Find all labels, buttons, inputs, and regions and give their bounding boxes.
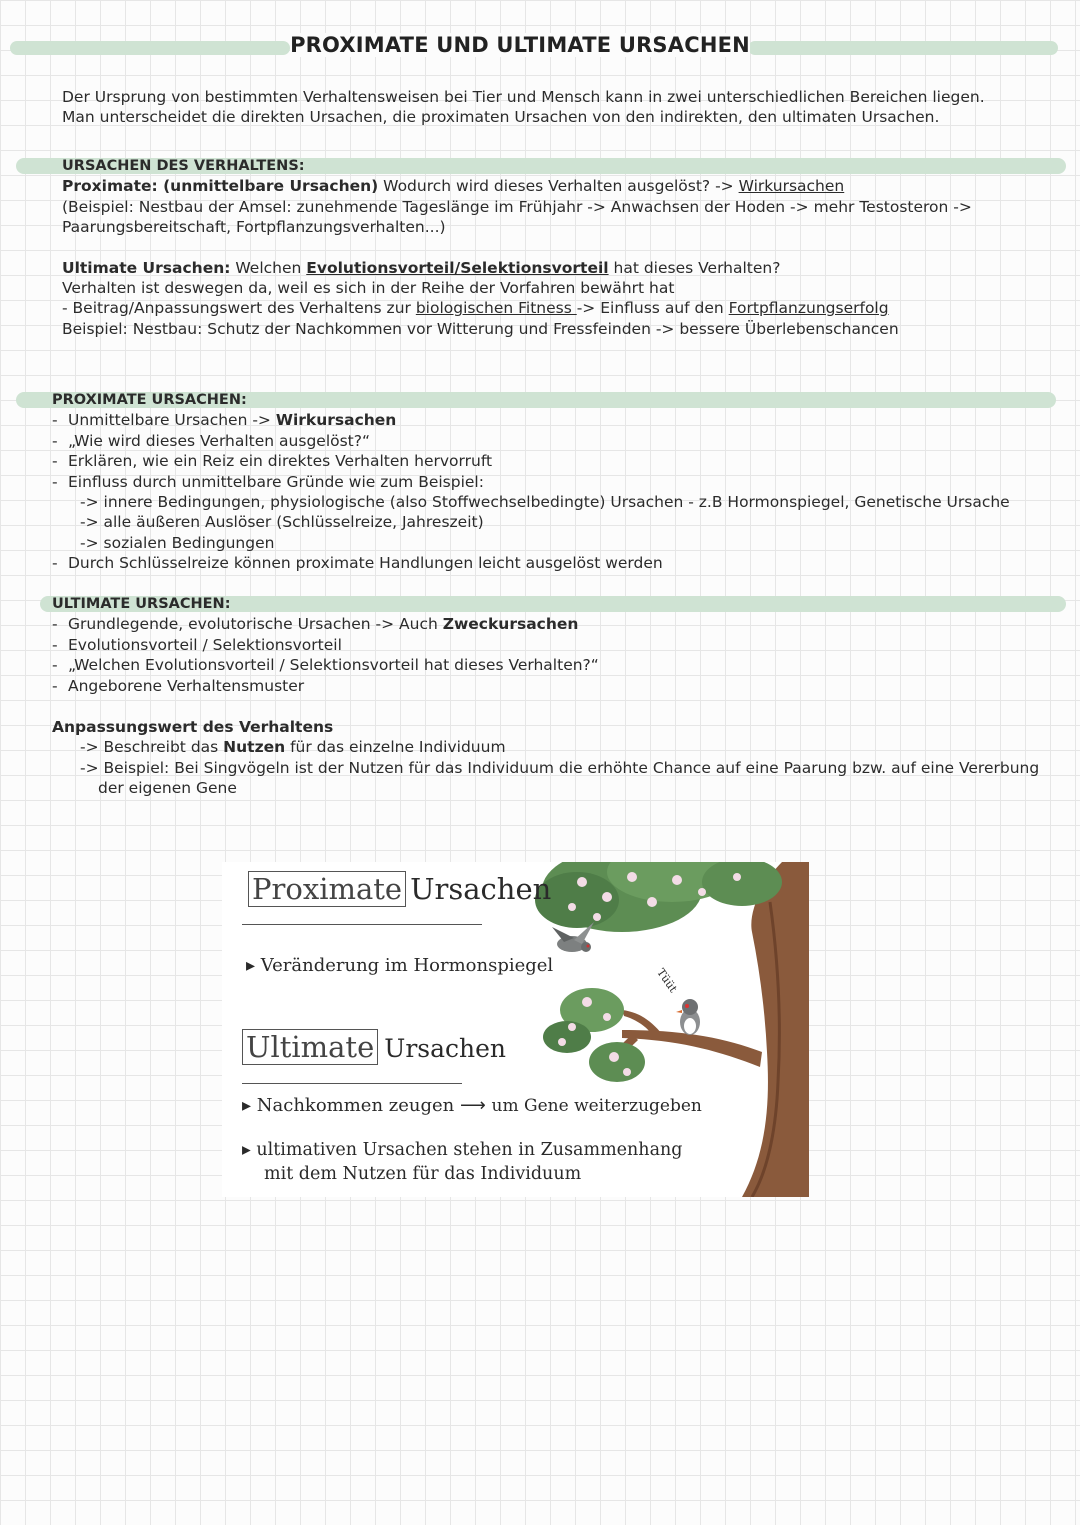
section-heading: ULTIMATE URSACHEN: — [52, 596, 231, 612]
section-heading: PROXIMATE URSACHEN: — [52, 392, 247, 408]
list-item: - Angeborene Verhaltensmuster — [52, 676, 305, 695]
section-ultimate-ursachen — [52, 594, 599, 696]
list-item: - „Wie wird dieses Verhalten ausgelöst?“ — [52, 431, 371, 450]
list-item: - Evolutionsvorteil / Selektionsvorteil — [52, 635, 342, 654]
list-item: - „Welchen Evolutionsvorteil / Selektionsvorteil hat dieses Verhalten?“ — [52, 656, 599, 675]
list-item: - Einfluss durch unmittelbare Gründe wie zum Beispiel: — [52, 472, 484, 491]
intro-text — [62, 87, 985, 128]
intro-line-1: Der Ursprung von bestimmten Verhaltensweisen bei Tier und Mensch kann in zwei unterschiedlichen Bereichen liegen. — [62, 88, 985, 106]
intro-line-2: Man unterscheidet die direkten Ursachen, die proximaten Ursachen von den indirekten, den ultimaten Ursachen. — [62, 108, 940, 127]
title-highlight-left — [10, 41, 290, 55]
proximate-underline — [242, 924, 482, 925]
bird-sound-text: Tüüt — [654, 966, 680, 995]
list-item: -> Beispiel: Bei Singvögeln ist der Nutzen für das Individuum die erhöhte Chance auf eine Paarung bzw. auf eine Vererbung — [80, 758, 1040, 777]
proximate-heading: Proximate Ursachen — [248, 872, 551, 906]
sub-list-item: -> alle äußeren Auslöser (Schlüsselreize, Jahreszeit) — [80, 513, 484, 532]
section-ursachen-des-verhaltens — [62, 156, 972, 339]
proximate-example-2: Paarungsbereitschaft, Fortpflanzungsverhalten...) — [62, 218, 446, 237]
sub-list-item: -> sozialen Bedingungen — [80, 533, 275, 552]
arrow-right-icon: ⟶ — [460, 1095, 486, 1116]
list-item: - Durch Schlüsselreize können proximate Handlungen leicht ausgelöst werden — [52, 554, 663, 573]
list-item: - Erklären, wie ein Reiz ein direktes Verhalten hervorruft — [52, 452, 493, 471]
perched-bird-icon — [676, 999, 700, 1035]
sub-list-item: -> innere Bedingungen, physiologische (also Stoffwechselbedingte) Ursachen - z.B Hormonspiegel, Genetische Ursache — [80, 493, 1010, 512]
proximate-example-1: (Beispiel: Nestbau der Amsel: zunehmende Tageslänge im Frühjahr -> Anwachsen der Hoden -> mehr Testosteron -> — [62, 197, 972, 216]
ultimate-line: Ultimate Ursachen: Welchen Evolutionsvorteil/Selektionsvorteil hat dieses Verhalten? — [62, 258, 781, 277]
ultimate-bullet-2b: mit dem Nutzen für das Individuum — [264, 1164, 582, 1184]
section-heading: URSACHEN DES VERHALTENS: — [62, 158, 305, 174]
ultimate-underline — [242, 1083, 462, 1084]
ultimate-line-4: Beispiel: Nestbau: Schutz der Nachkommen vor Witterung und Fressfeinden -> bessere Überlebenschancen — [62, 319, 899, 338]
ultimate-bullet-1: ▸ Nachkommen zeugen ⟶ um Gene weiterzugeben — [242, 1095, 702, 1116]
ultimate-line-3: - Beitrag/Anpassungswert des Verhaltens zur biologischen Fitness -> Einfluss auf den Fortpflanzungserfolg — [62, 299, 889, 318]
section-anpassungswert — [52, 717, 1039, 799]
title-highlight-right — [748, 41, 1058, 55]
proximate-line: Proximate: (unmittelbare Ursachen) Wodurch wird dieses Verhalten ausgelöst? -> Wirkursachen — [62, 177, 845, 196]
proximate-bullet: ▸ Veränderung im Hormonspiegel — [246, 955, 554, 976]
list-item-continuation: der eigenen Gene — [98, 779, 237, 798]
list-item: -> Beschreibt das Nutzen für das einzelne Individuum — [80, 738, 506, 757]
ultimate-heading: Ultimate Ursachen — [242, 1030, 506, 1064]
page-title: PROXIMATE UND ULTIMATE URSACHEN — [290, 33, 750, 57]
ultimate-line-2: Verhalten ist deswegen da, weil es sich in der Reihe der Vorfahren bewährt hat — [62, 279, 675, 298]
section-proximate-ursachen — [52, 390, 1010, 574]
list-item: - Grundlegende, evolutorische Ursachen -> Auch Zweckursachen — [52, 615, 579, 634]
illustration-tree-birds — [222, 862, 809, 1197]
list-item: - Unmittelbare Ursachen -> Wirkursachen — [52, 411, 397, 430]
section-heading: Anpassungswert des Verhaltens — [52, 718, 334, 736]
ultimate-bullet-2a: ▸ ultimativen Ursachen stehen in Zusammenhang — [242, 1140, 683, 1160]
